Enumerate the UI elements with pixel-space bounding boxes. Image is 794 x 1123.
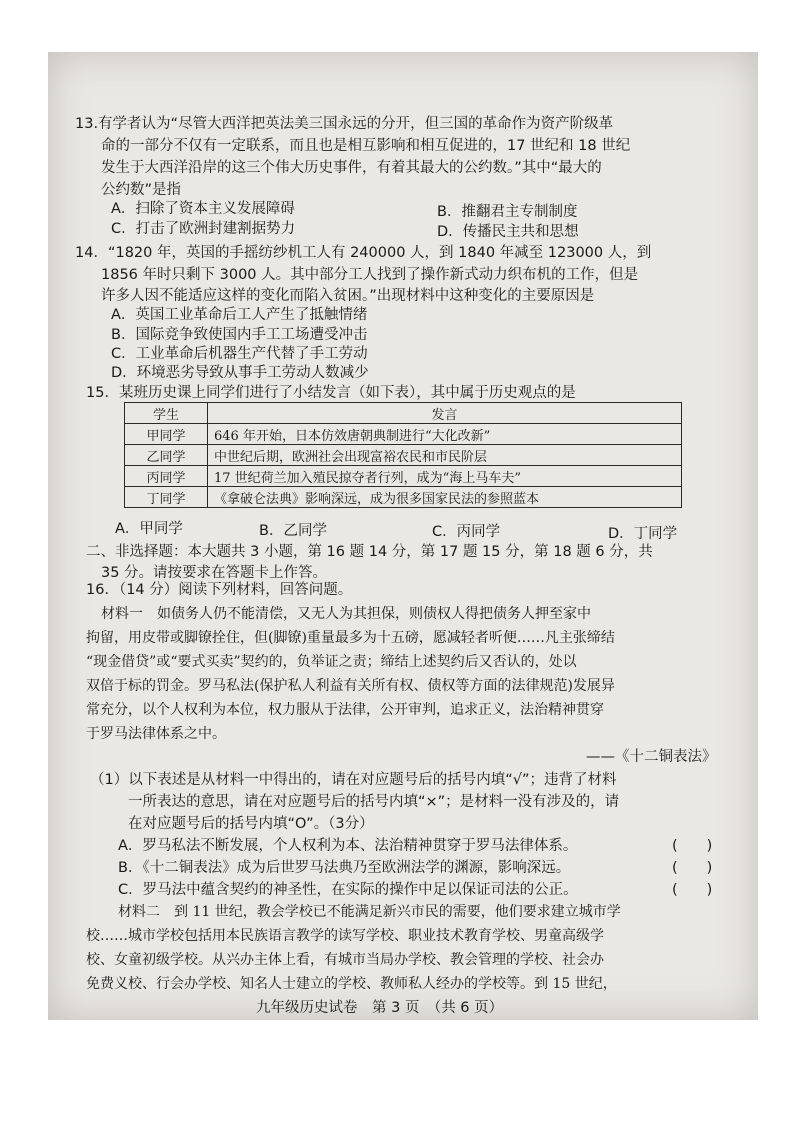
q14-option-a: A．英国工业革命后工人产生了抵触情绪 bbox=[111, 307, 368, 323]
q15-option-b: B．乙同学 bbox=[259, 523, 327, 539]
q13-option-d: D．传播民主共和思想 bbox=[437, 224, 579, 240]
table-cell-speech: 中世纪后期，欧洲社会出现富裕农民和市民阶层 bbox=[208, 445, 682, 466]
table-cell-speech: 646 年开始，日本仿效唐朝典制进行“大化改新” bbox=[208, 424, 682, 445]
q14-line-1: 14．“1820 年，英国的手摇纺纱机工人有 240000 人，到 1840 年减至 123000 人，到 bbox=[75, 245, 652, 261]
answer-blank-b: ( ) bbox=[672, 860, 713, 876]
material1-source: ——《十二铜表法》 bbox=[586, 749, 717, 765]
table-cell-student: 丙同学 bbox=[125, 466, 208, 487]
q13-line-1: 13.有学者认为“尽管大西洋把英法美三国永远的分开，但三国的革命作为资产阶级革 bbox=[75, 116, 614, 132]
q15-stem: 15．某班历史课上同学们进行了小结发言（如下表），其中属于历史观点的是 bbox=[86, 385, 576, 401]
statement-a: A．罗马私法不断发展，个人权利为本、法治精神贯穿于罗马法律体系。 bbox=[118, 838, 578, 854]
section2-line-1: 二、非选择题：本大题共 3 小题，第 16 题 14 分，第 17 题 15 分，第 18 题 6 分，共 bbox=[86, 544, 653, 560]
q15-option-d: D．丁同学 bbox=[608, 526, 678, 542]
material2-line-2: 校……城市学校包括用本民族语言教学的读写学校、职业技术教育学校、男童高级学 bbox=[86, 928, 604, 944]
exam-page-photo bbox=[48, 52, 758, 1020]
q13-option-a: A．扫除了资本主义发展障碍 bbox=[111, 201, 295, 217]
page-footer: 九年级历史试卷 第 3 页 （共 6 页） bbox=[256, 1000, 504, 1016]
material2-line-4: 免费义校、行会办学校、知名人士建立的学校、教师私人经办的学校等。到 15 世纪， bbox=[86, 976, 617, 992]
material1-line-2: 拘留，用皮带或脚镣拴住，但(脚镣)重量最多为十五磅，愿减轻者听便……凡主张缔结 bbox=[86, 630, 615, 646]
q15-option-a: A．甲同学 bbox=[115, 521, 183, 537]
q14-option-d: D．环境恶劣导致从事手工劳动人数减少 bbox=[111, 365, 369, 381]
q16-sub1-line-1: （1）以下表述是从材料一中得出的，请在对应题号后的括号内填“√”；违背了材料 bbox=[90, 772, 617, 788]
table-row bbox=[125, 445, 682, 466]
material1-line-6: 于罗马法律体系之中。 bbox=[86, 726, 226, 742]
q14-option-b: B．国际竞争致使国内手工工场遭受冲击 bbox=[111, 327, 368, 343]
q15-table bbox=[124, 402, 682, 508]
statement-b: B．《十二铜表法》成为后世罗马法典乃至欧洲法学的渊源，影响深远。 bbox=[118, 860, 571, 876]
statement-c: C．罗马法中蕴含契约的神圣性，在实际的操作中足以保证司法的公正。 bbox=[118, 882, 578, 898]
table-header-row bbox=[125, 403, 682, 424]
q13-line-2: 命的一部分不仅有一定联系，而且也是相互影响和相互促进的，17 世纪和 18 世纪 bbox=[101, 138, 631, 154]
q13-line-4: 公约数”是指 bbox=[101, 182, 182, 198]
q15-option-c: C．丙同学 bbox=[432, 524, 501, 540]
material2-line-3: 校、女童初级学校。从兴办主体上看，有城市当局办学校、教会管理的学校、社会办 bbox=[86, 952, 604, 968]
answer-blank-c: ( ) bbox=[672, 882, 713, 898]
table-cell-student: 乙同学 bbox=[125, 445, 208, 466]
q13-line-3: 发生于大西洋沿岸的这三个伟大历史事件，有着其最大的公约数。”其中“最大的 bbox=[101, 160, 602, 176]
section2-line-2: 35 分。请按要求在答题卡上作答。 bbox=[101, 565, 328, 581]
q16-sub1-line-3: 在对应题号后的括号内填“O”。（3分） bbox=[128, 816, 374, 832]
material1-line-4: 双倍于标的罚金。罗马私法(保护私人利益有关所有权、债权等方面的法律规范)发展异 bbox=[86, 678, 615, 694]
q14-line-2: 1856 年时只剩下 3000 人。其中部分工人找到了操作新式动力织布机的工作，但是 bbox=[101, 267, 639, 283]
material1-line-3: “现金借贷”或“要式买卖”契约的，负举证之责；缔结上述契约后又否认的，处以 bbox=[86, 654, 577, 670]
material1-line-1: 材料一 如债务人仍不能清偿，又无人为其担保，则债权人得把债务人押至家中 bbox=[101, 606, 591, 622]
table-header-student: 学生 bbox=[125, 403, 208, 424]
table-header-speech: 发言 bbox=[208, 403, 682, 424]
table-cell-student: 甲同学 bbox=[125, 424, 208, 445]
table-row bbox=[125, 487, 682, 508]
material1-line-5: 常充分，以个人权利为本位，权力服从于法律，公开审判，追求正义，法治精神贯穿 bbox=[86, 702, 604, 718]
material2-line-1: 材料二 到 11 世纪，教会学校已不能满足新兴市民的需要，他们要求建立城市学 bbox=[118, 904, 621, 920]
table-row bbox=[125, 466, 682, 487]
table-cell-speech: 17 世纪荷兰加入殖民掠夺者行列，成为“海上马车夫” bbox=[208, 466, 682, 487]
table-row bbox=[125, 424, 682, 445]
q13-option-c: C．打击了欧洲封建割据势力 bbox=[111, 221, 296, 237]
q16-sub1-line-2: 一所表达的意思，请在对应题号后的括号内填“×”；是材料一没有涉及的，请 bbox=[128, 794, 620, 810]
q13-option-b: B．推翻君主专制制度 bbox=[437, 204, 578, 220]
q14-option-c: C．工业革命后机器生产代替了手工劳动 bbox=[111, 346, 368, 362]
table-cell-speech: 《拿破仑法典》影响深远，成为很多国家民法的参照蓝本 bbox=[208, 487, 682, 508]
table-cell-student: 丁同学 bbox=[125, 487, 208, 508]
q14-line-3: 许多人因不能适应这样的变化而陷入贫困。”出现材料中这种变化的主要原因是 bbox=[101, 288, 595, 304]
answer-blank-a: ( ) bbox=[672, 838, 713, 854]
q16-stem: 16．（14 分）阅读下列材料，回答问题。 bbox=[86, 582, 353, 598]
